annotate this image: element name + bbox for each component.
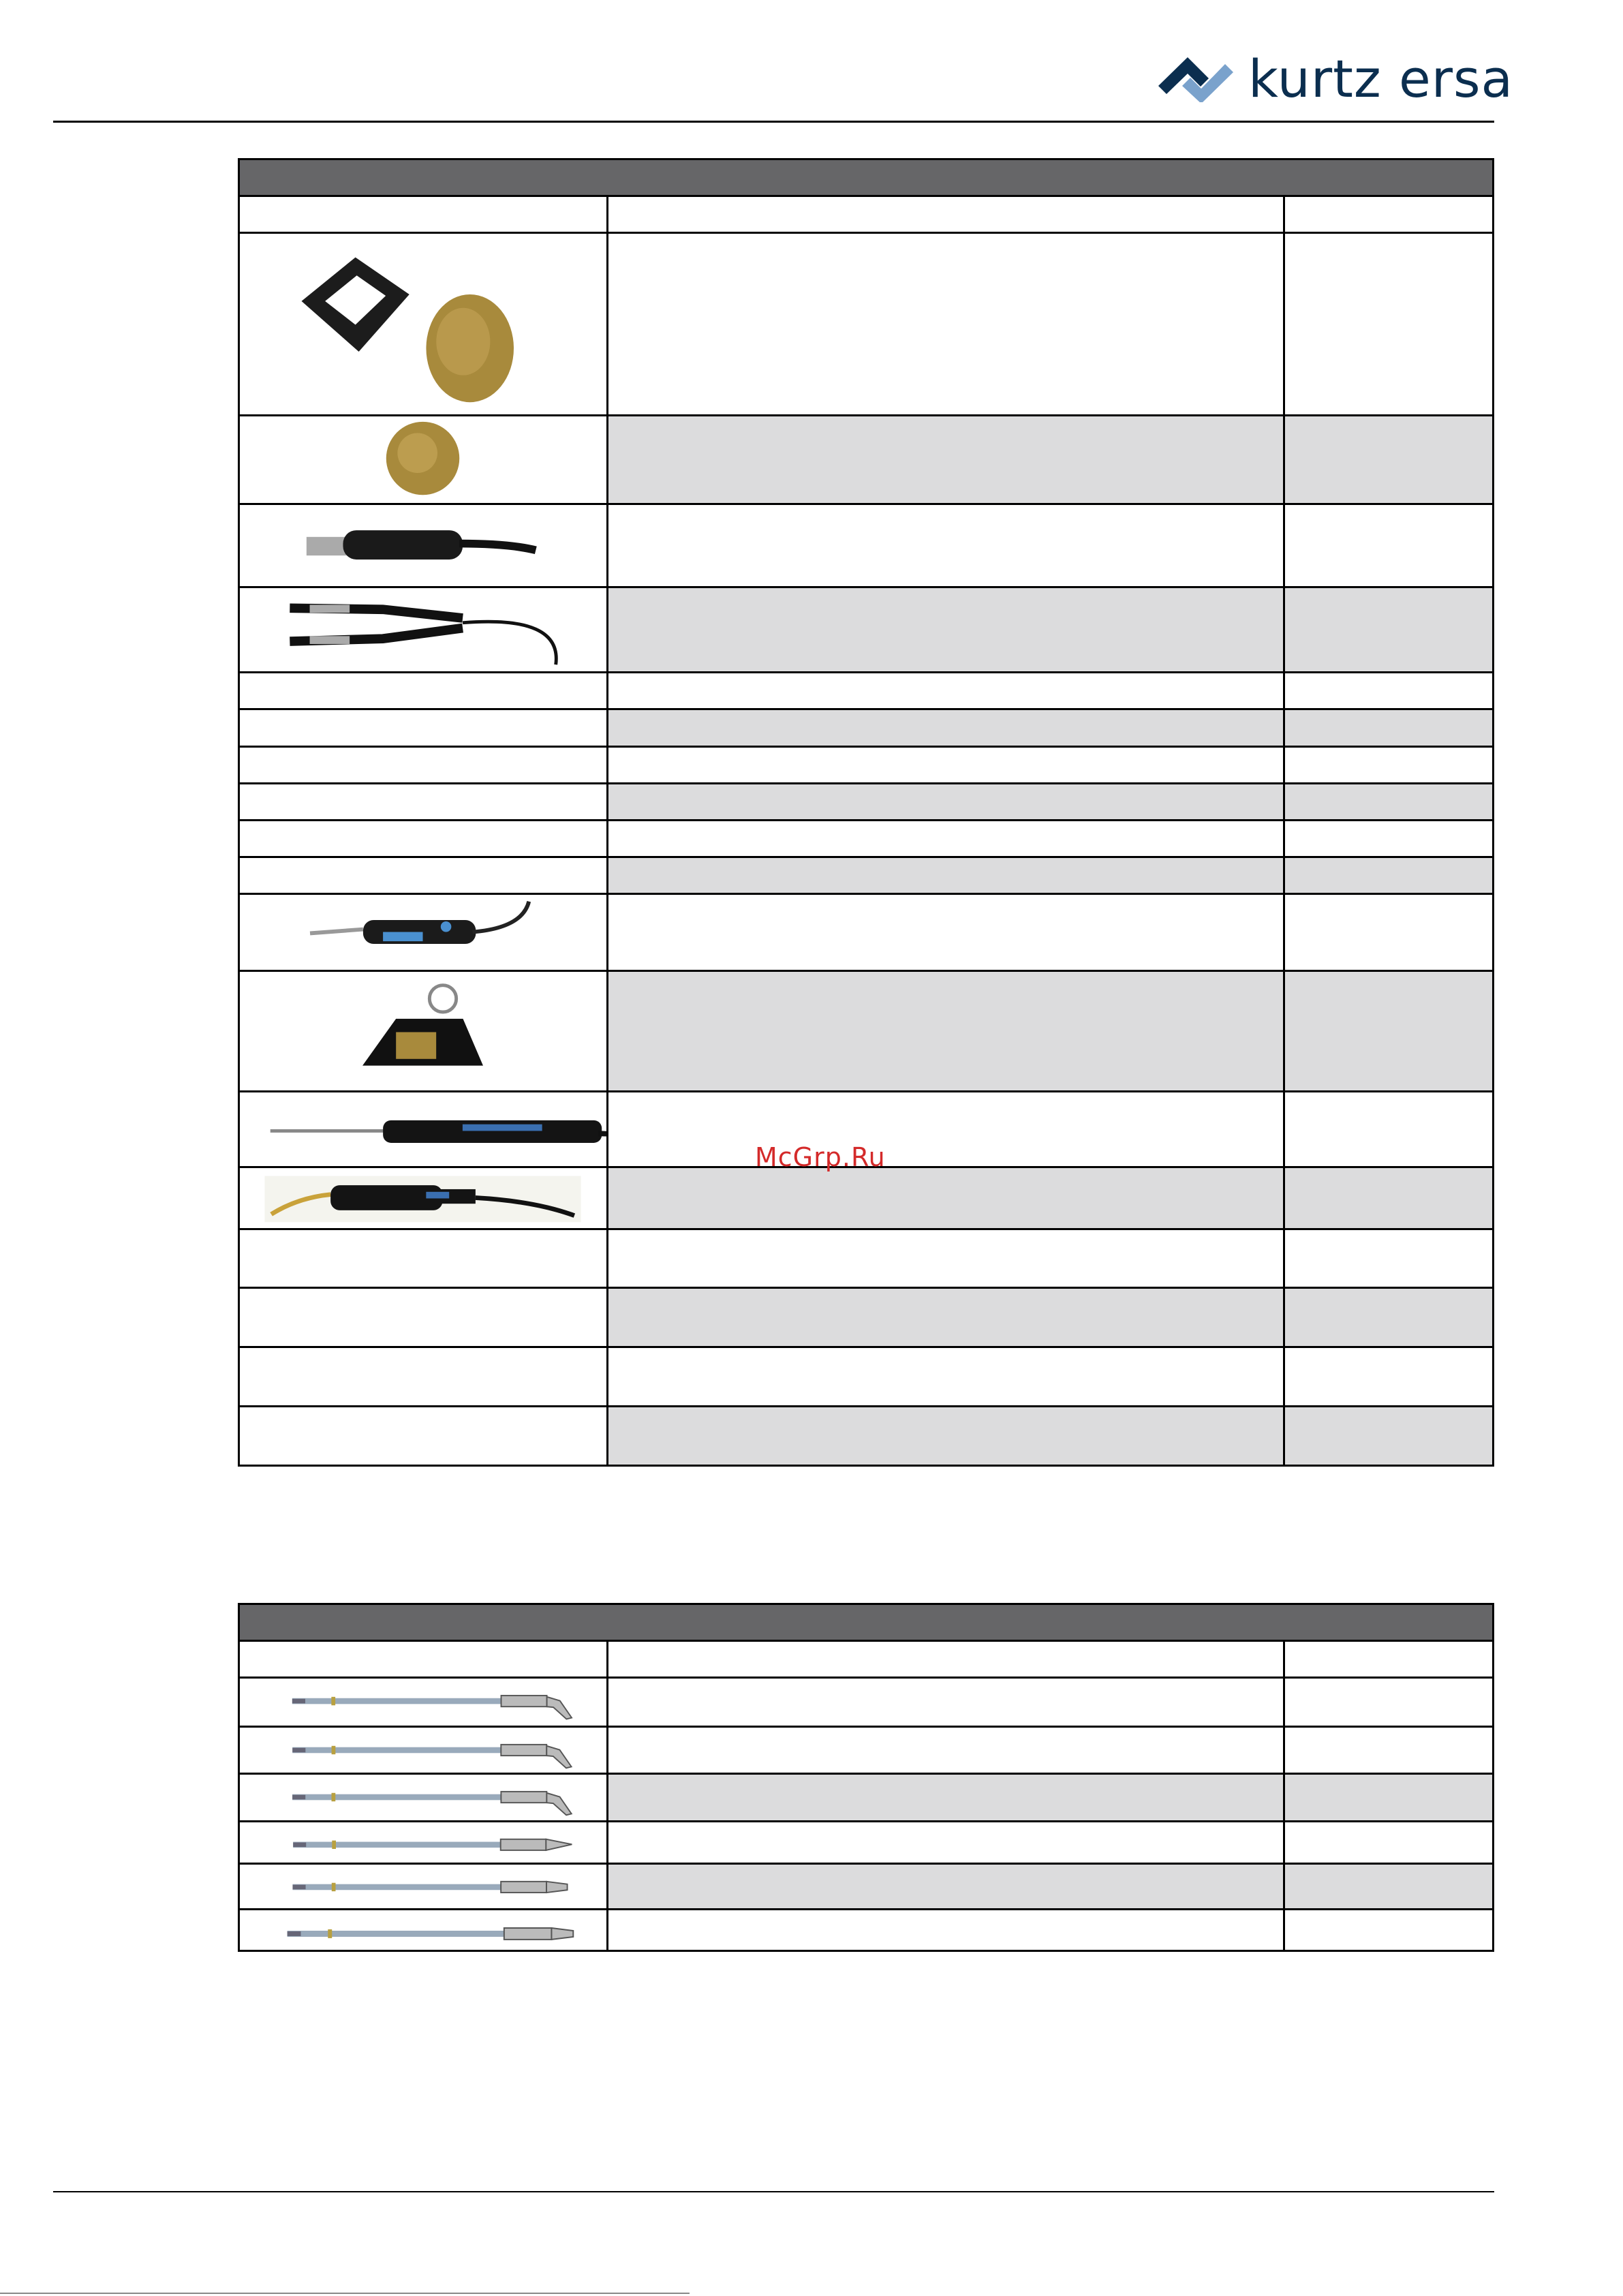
table-row — [240, 1728, 1492, 1775]
part-number-cell — [1285, 416, 1492, 503]
description-cell — [608, 1822, 1285, 1863]
brass-wool-image — [240, 416, 606, 503]
tip-chisel-wide-image — [240, 1910, 606, 1950]
product-image-cell — [240, 858, 608, 893]
column-header — [1285, 1642, 1492, 1677]
sponge-holder-and-brass-wool-image — [240, 234, 606, 414]
product-image-cell — [240, 895, 608, 970]
table-row — [240, 1407, 1492, 1465]
tip-conical-image — [240, 1822, 606, 1863]
description-cell — [608, 858, 1285, 893]
header-rule — [53, 121, 1494, 123]
table-header-row — [240, 1642, 1492, 1679]
product-image-cell — [240, 1168, 608, 1228]
part-number-cell — [1285, 1407, 1492, 1465]
description-cell — [608, 673, 1285, 708]
table-row — [240, 1775, 1492, 1822]
product-image-cell — [240, 1728, 608, 1773]
description-cell — [608, 972, 1285, 1090]
part-number-cell — [1285, 1775, 1492, 1820]
part-number-cell — [1285, 1168, 1492, 1228]
description-cell — [608, 821, 1285, 856]
table-row — [240, 858, 1492, 895]
product-image-cell — [240, 588, 608, 671]
description-cell — [608, 1092, 1285, 1166]
description-cell — [608, 416, 1285, 503]
table-row — [240, 673, 1492, 710]
table-header-row — [240, 197, 1492, 234]
part-number-cell — [1285, 821, 1492, 856]
soldering-stand-image — [240, 972, 606, 1090]
table-row — [240, 1822, 1492, 1865]
product-image-cell — [240, 234, 608, 414]
table-row — [240, 972, 1492, 1092]
soldering-iron-bent-image — [240, 1168, 606, 1228]
product-image-cell — [240, 1910, 608, 1950]
product-image-cell — [240, 1348, 608, 1405]
part-number-cell — [1285, 505, 1492, 586]
tip-bent-image — [240, 1775, 606, 1820]
brand-logo — [1158, 48, 1513, 109]
table-row — [240, 784, 1492, 821]
table-row — [240, 1230, 1492, 1289]
product-image-cell — [240, 673, 608, 708]
part-number-cell — [1285, 748, 1492, 782]
part-number-cell — [1285, 234, 1492, 414]
product-image-cell — [240, 1289, 608, 1346]
product-image-cell — [240, 1230, 608, 1287]
part-number-cell — [1285, 895, 1492, 970]
table-row — [240, 821, 1492, 858]
part-number-cell — [1285, 1728, 1492, 1773]
description-cell — [608, 895, 1285, 970]
tip-bent-wide-image — [240, 1728, 606, 1773]
table-row — [240, 710, 1492, 748]
part-number-cell — [1285, 588, 1492, 671]
part-number-cell — [1285, 1289, 1492, 1346]
column-header — [1285, 197, 1492, 232]
description-cell — [608, 234, 1285, 414]
soldering-iron-long-image — [240, 1092, 606, 1166]
description-cell — [608, 748, 1285, 782]
product-image-cell — [240, 972, 608, 1090]
table-row — [240, 1865, 1492, 1910]
column-header — [608, 1642, 1285, 1677]
part-number-cell — [1285, 1348, 1492, 1405]
column-header — [608, 197, 1285, 232]
description-cell — [608, 1728, 1285, 1773]
description-cell — [608, 505, 1285, 586]
part-number-cell — [1285, 1679, 1492, 1726]
logo-text: kurtz ersa — [1248, 48, 1514, 109]
part-number-cell — [1285, 1865, 1492, 1908]
product-image-cell — [240, 748, 608, 782]
part-number-cell — [1285, 673, 1492, 708]
product-image-cell — [240, 821, 608, 856]
desoldering-tweezers-image — [240, 588, 606, 671]
bottom-edge-rule — [0, 2293, 690, 2294]
description-cell — [608, 1230, 1285, 1287]
table-row — [240, 234, 1492, 416]
table-row — [240, 895, 1492, 972]
part-number-cell — [1285, 1230, 1492, 1287]
description-cell — [608, 588, 1285, 671]
watermark: McGrp.Ru — [755, 1142, 886, 1172]
product-image-cell — [240, 1822, 608, 1863]
kurtz-ersa-logo-icon — [1158, 55, 1233, 102]
description-cell — [608, 1289, 1285, 1346]
tip-bent-wide-image — [240, 1679, 606, 1726]
part-number-cell — [1285, 1910, 1492, 1950]
table-row — [240, 416, 1492, 505]
product-image-cell — [240, 710, 608, 746]
description-cell — [608, 784, 1285, 819]
part-number-cell — [1285, 710, 1492, 746]
product-image-cell — [240, 1679, 608, 1726]
column-header — [240, 1642, 608, 1677]
table-title-bar — [240, 160, 1492, 197]
table-row — [240, 1348, 1492, 1407]
table-row — [240, 505, 1492, 588]
tips-table — [238, 1603, 1494, 1952]
soldering-handle-image — [240, 505, 606, 586]
part-number-cell — [1285, 1092, 1492, 1166]
product-image-cell — [240, 1865, 608, 1908]
part-number-cell — [1285, 972, 1492, 1090]
table-row — [240, 1289, 1492, 1348]
description-cell — [608, 1679, 1285, 1726]
product-image-cell — [240, 505, 608, 586]
tip-chisel-image — [240, 1865, 606, 1908]
micro-soldering-pen-image — [240, 895, 606, 970]
part-number-cell — [1285, 784, 1492, 819]
product-image-cell — [240, 784, 608, 819]
accessories-table — [238, 158, 1494, 1467]
description-cell — [608, 710, 1285, 746]
part-number-cell — [1285, 858, 1492, 893]
table-row — [240, 1679, 1492, 1728]
table-title-bar — [240, 1605, 1492, 1642]
product-image-cell — [240, 416, 608, 503]
description-cell — [608, 1168, 1285, 1228]
description-cell — [608, 1407, 1285, 1465]
description-cell — [608, 1910, 1285, 1950]
product-image-cell — [240, 1407, 608, 1465]
column-header — [240, 197, 608, 232]
product-image-cell — [240, 1092, 608, 1166]
part-number-cell — [1285, 1822, 1492, 1863]
footer-rule — [53, 2191, 1494, 2192]
description-cell — [608, 1348, 1285, 1405]
table-row — [240, 748, 1492, 784]
table-row — [240, 1910, 1492, 1950]
description-cell — [608, 1775, 1285, 1820]
description-cell — [608, 1865, 1285, 1908]
table-row — [240, 1168, 1492, 1230]
product-image-cell — [240, 1775, 608, 1820]
table-row — [240, 588, 1492, 673]
